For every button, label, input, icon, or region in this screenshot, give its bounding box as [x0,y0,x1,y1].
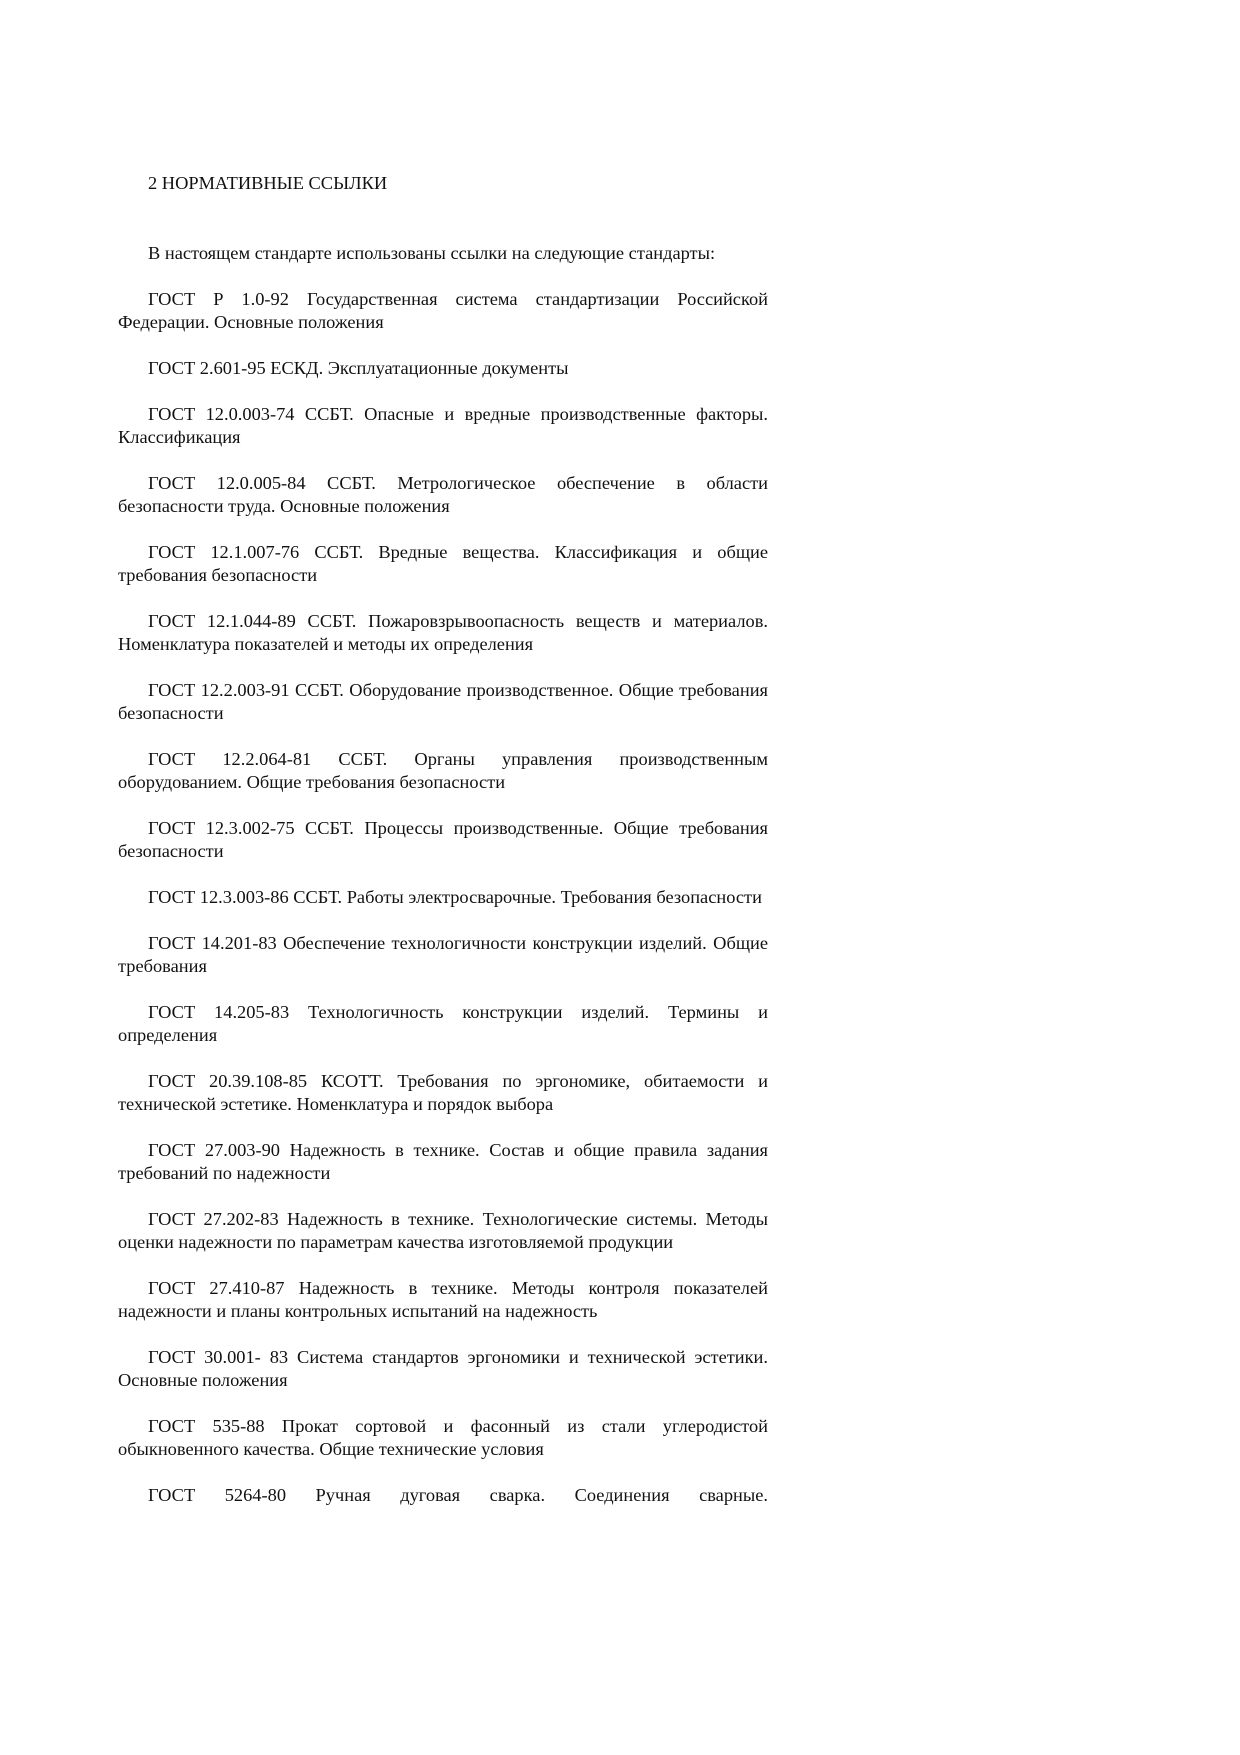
reference-item: ГОСТ 12.3.003-86 ССБТ. Работы электросварочные. Требования безопасности [148,887,762,907]
document-page [118,172,768,1530]
intro-paragraph: В настоящем стандарте использованы ссылки на следующие стандарты: [148,243,716,263]
reference-item: ГОСТ 12.0.003-74 ССБТ. Опасные и вредные производственные факторы. Классификация [118,404,768,447]
reference-item: ГОСТ 12.0.005-84 ССБТ. Метрологическое обеспечение в области безопасности труда. Основные положения [118,473,768,516]
reference-item: ГОСТ 12.1.007-76 ССБТ. Вредные вещества. Классификация и общие требования безопасности [118,542,768,585]
reference-item: ГОСТ 2.601-95 ЕСКД. Эксплуатационные документы [148,358,569,378]
reference-item: ГОСТ 535-88 Прокат сортовой и фасонный из стали углеродистой обыкновенного качества. Общие технические условия [118,1416,768,1459]
reference-item: ГОСТ 12.2.064-81 ССБТ. Органы управления производственным оборудованием. Общие требования безопасности [118,749,768,792]
reference-item: ГОСТ 5264-80 Ручная дуговая сварка. Соединения сварные. [148,1485,768,1505]
reference-item: ГОСТ 27.410-87 Надежность в технике. Методы контроля показателей надежности и планы контрольных испытаний на надежность [118,1278,768,1321]
reference-item: ГОСТ 20.39.108-85 КСОТТ. Требования по эргономике, обитаемости и технической эстетике. Номенклатура и порядок выбора [118,1071,768,1114]
reference-item: ГОСТ 27.202-83 Надежность в технике. Технологические системы. Методы оценки надежности по параметрам качества изготовляемой продукции [118,1209,768,1252]
reference-item: ГОСТ 30.001- 83 Система стандартов эргономики и технической эстетики. Основные положения [118,1347,768,1390]
section-title: 2 НОРМАТИВНЫЕ ССЫЛКИ [148,173,388,193]
reference-item: ГОСТ 14.205-83 Технологичность конструкции изделий. Термины и определения [118,1002,768,1045]
reference-item: ГОСТ 27.003-90 Надежность в технике. Состав и общие правила задания требований по надежности [118,1140,768,1183]
reference-item: ГОСТ Р 1.0-92 Государственная система стандартизации Российской Федерации. Основные положения [118,289,768,332]
reference-item: ГОСТ 14.201-83 Обеспечение технологичности конструкции изделий. Общие требования [118,933,768,976]
reference-item: ГОСТ 12.3.002-75 ССБТ. Процессы производственные. Общие требования безопасности [118,818,768,861]
reference-item: ГОСТ 12.2.003-91 ССБТ. Оборудование производственное. Общие требования безопасности [118,680,768,723]
reference-item: ГОСТ 12.1.044-89 ССБТ. Пожаровзрывоопасность веществ и материалов. Номенклатура показателей и методы их определения [118,611,768,654]
